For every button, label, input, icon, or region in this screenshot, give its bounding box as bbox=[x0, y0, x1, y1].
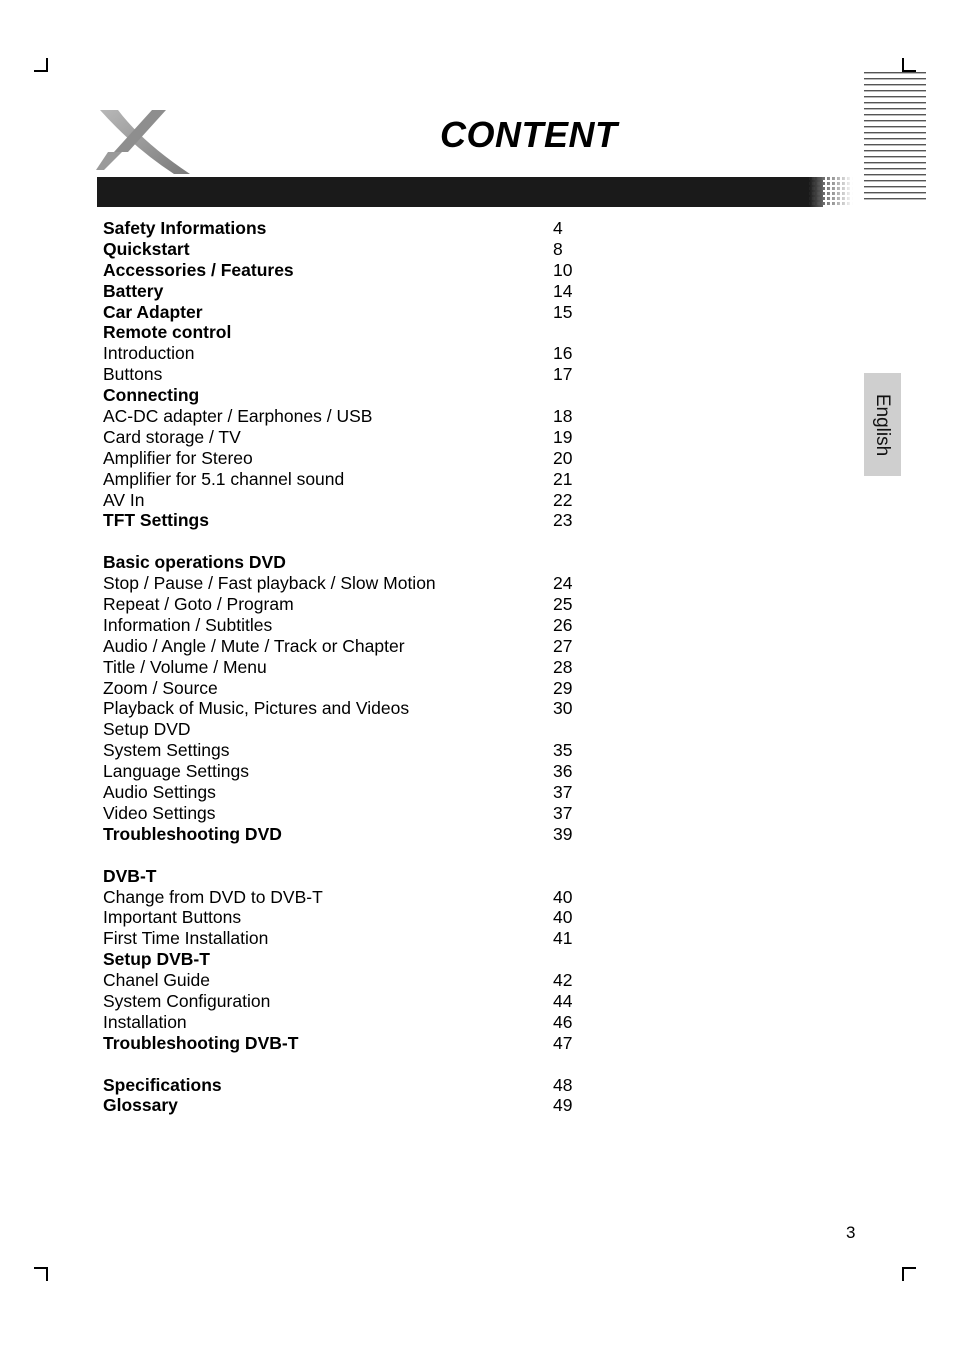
toc-entry-label: AV In bbox=[103, 489, 145, 510]
toc-entry bbox=[103, 636, 623, 657]
toc-entry-label: Audio / Angle / Mute / Track or Chapter bbox=[103, 635, 405, 656]
toc-entry-label: Information / Subtitles bbox=[103, 614, 273, 635]
language-tab bbox=[864, 373, 901, 476]
toc-entry-page: 17 bbox=[553, 364, 573, 385]
toc-entry-label: Repeat / Goto / Program bbox=[103, 594, 294, 615]
toc-entry-label: Important Buttons bbox=[103, 907, 242, 928]
toc-entry bbox=[103, 928, 623, 949]
toc-entry bbox=[103, 907, 623, 928]
toc-entry-label: Glossary bbox=[103, 1095, 178, 1116]
toc-section-heading bbox=[103, 218, 623, 239]
toc-entry bbox=[103, 490, 623, 511]
page-title: CONTENT bbox=[440, 114, 618, 155]
toc-section-heading bbox=[103, 1033, 623, 1054]
toc-section-heading bbox=[103, 824, 623, 845]
toc-section-heading bbox=[103, 510, 623, 531]
toc-section-heading bbox=[103, 281, 623, 302]
toc-section-heading bbox=[103, 1095, 623, 1116]
toc-entry bbox=[103, 343, 623, 364]
section-spacer bbox=[103, 845, 623, 866]
toc-entry-label: Safety Informations bbox=[103, 218, 267, 238]
toc-entry-page: 37 bbox=[553, 802, 573, 823]
toc-section-heading bbox=[103, 552, 623, 573]
crop-mark-bottom-right bbox=[902, 1267, 916, 1281]
toc-entry-label: Remote control bbox=[103, 322, 232, 343]
toc-entry bbox=[103, 761, 623, 782]
toc-section-heading bbox=[103, 239, 623, 260]
toc-entry-label: DVB-T bbox=[103, 865, 157, 886]
toc-entry-label: Quickstart bbox=[103, 238, 190, 259]
toc-entry bbox=[103, 970, 623, 991]
toc-entry bbox=[103, 887, 623, 908]
toc-entry bbox=[103, 364, 623, 385]
table-of-contents bbox=[103, 218, 623, 1116]
toc-entry-page: 35 bbox=[553, 740, 573, 761]
toc-entry-page: 10 bbox=[553, 259, 573, 280]
section-spacer bbox=[103, 1054, 623, 1075]
toc-entry-page: 15 bbox=[553, 301, 573, 322]
toc-entry-page: 19 bbox=[553, 426, 573, 447]
toc-entry-page: 29 bbox=[553, 677, 573, 698]
toc-entry-page: 20 bbox=[553, 447, 573, 468]
toc-entry-page: 42 bbox=[553, 970, 573, 991]
toc-section-heading bbox=[103, 949, 623, 970]
toc-entry-label: Card storage / TV bbox=[103, 426, 241, 447]
toc-entry-label: Connecting bbox=[103, 385, 200, 406]
toc-entry-page: 25 bbox=[553, 594, 573, 615]
toc-entry-page: 4 bbox=[553, 218, 563, 238]
page-number: 3 bbox=[846, 1223, 856, 1242]
toc-entry bbox=[103, 991, 623, 1012]
toc-entry-label: Installation bbox=[103, 1011, 187, 1032]
toc-entry-page: 24 bbox=[553, 573, 573, 594]
toc-entry bbox=[103, 698, 623, 719]
toc-entry-page: 39 bbox=[553, 823, 573, 844]
toc-entry bbox=[103, 719, 623, 740]
toc-entry-page: 23 bbox=[553, 510, 573, 531]
toc-entry bbox=[103, 469, 623, 490]
brand-logo-icon bbox=[94, 108, 194, 178]
toc-section-heading bbox=[103, 866, 623, 887]
toc-section-heading bbox=[103, 302, 623, 323]
toc-entry-label: Setup DVB-T bbox=[103, 949, 210, 970]
toc-entry-label: Car Adapter bbox=[103, 301, 203, 322]
toc-entry-label: Zoom / Source bbox=[103, 677, 218, 698]
section-spacer bbox=[103, 531, 623, 552]
toc-entry bbox=[103, 406, 623, 427]
toc-entry bbox=[103, 657, 623, 678]
toc-section-heading bbox=[103, 322, 623, 343]
toc-entry-page: 22 bbox=[553, 489, 573, 510]
toc-entry-label: First Time Installation bbox=[103, 928, 269, 949]
toc-entry bbox=[103, 615, 623, 636]
toc-entry-label: Amplifier for Stereo bbox=[103, 447, 253, 468]
toc-entry-label: Title / Volume / Menu bbox=[103, 656, 267, 677]
toc-entry-label: TFT Settings bbox=[103, 510, 209, 531]
toc-section-heading bbox=[103, 385, 623, 406]
crop-mark-bottom-left bbox=[34, 1267, 48, 1281]
toc-entry-label: Audio Settings bbox=[103, 782, 216, 803]
toc-entry bbox=[103, 1012, 623, 1033]
toc-entry bbox=[103, 573, 623, 594]
toc-entry-page: 28 bbox=[553, 656, 573, 677]
toc-entry-label: Battery bbox=[103, 280, 164, 301]
toc-entry-page: 27 bbox=[553, 635, 573, 656]
toc-entry-page: 40 bbox=[553, 907, 573, 928]
toc-entry-page: 44 bbox=[553, 990, 573, 1011]
header-bar bbox=[97, 177, 853, 207]
toc-entry-label: System Settings bbox=[103, 740, 230, 761]
toc-entry bbox=[103, 782, 623, 803]
toc-entry-page: 46 bbox=[553, 1011, 573, 1032]
toc-entry bbox=[103, 803, 623, 824]
toc-entry-page: 26 bbox=[553, 614, 573, 635]
toc-entry-page: 47 bbox=[553, 1032, 573, 1053]
toc-entry-label: System Configuration bbox=[103, 990, 271, 1011]
toc-entry-label: Stop / Pause / Fast playback / Slow Motion bbox=[103, 573, 436, 594]
toc-entry-label: AC-DC adapter / Earphones / USB bbox=[103, 406, 373, 427]
toc-entry-label: Troubleshooting DVD bbox=[103, 823, 282, 844]
toc-entry-label: Accessories / Features bbox=[103, 259, 294, 280]
toc-entry-page: 48 bbox=[553, 1074, 573, 1095]
toc-entry-label: Video Settings bbox=[103, 802, 216, 823]
toc-entry-label: Troubleshooting DVB-T bbox=[103, 1032, 299, 1053]
toc-entry-page: 40 bbox=[553, 886, 573, 907]
toc-entry-label: Language Settings bbox=[103, 761, 249, 782]
crop-mark-top-left bbox=[34, 58, 48, 72]
toc-entry-label: Change from DVD to DVB-T bbox=[103, 886, 323, 907]
toc-entry-label: Playback of Music, Pictures and Videos bbox=[103, 698, 410, 719]
toc-entry-page: 16 bbox=[553, 343, 573, 364]
side-stripes-decoration bbox=[864, 70, 926, 200]
toc-entry-label: Chanel Guide bbox=[103, 970, 211, 991]
toc-entry-label: Buttons bbox=[103, 364, 163, 385]
toc-entry bbox=[103, 448, 623, 469]
toc-entry-label: Setup DVD bbox=[103, 719, 191, 740]
toc-section-heading bbox=[103, 260, 623, 281]
toc-entry-page: 8 bbox=[553, 238, 563, 259]
language-tab-label: English bbox=[872, 393, 894, 456]
toc-entry-page: 30 bbox=[553, 698, 573, 719]
toc-entry-page: 14 bbox=[553, 280, 573, 301]
toc-entry-label: Basic operations DVD bbox=[103, 552, 286, 573]
toc-entry-label: Introduction bbox=[103, 343, 195, 364]
toc-entry-label: Amplifier for 5.1 channel sound bbox=[103, 468, 345, 489]
toc-section-heading bbox=[103, 1075, 623, 1096]
toc-entry bbox=[103, 678, 623, 699]
toc-entry-page: 41 bbox=[553, 928, 573, 949]
toc-entry bbox=[103, 427, 623, 448]
toc-entry-page: 37 bbox=[553, 782, 573, 803]
toc-entry-page: 49 bbox=[553, 1095, 573, 1116]
toc-entry bbox=[103, 740, 623, 761]
toc-entry bbox=[103, 594, 623, 615]
toc-entry-label: Specifications bbox=[103, 1074, 222, 1095]
toc-entry-page: 36 bbox=[553, 761, 573, 782]
toc-entry-page: 21 bbox=[553, 468, 573, 489]
toc-entry-page: 18 bbox=[553, 406, 573, 427]
